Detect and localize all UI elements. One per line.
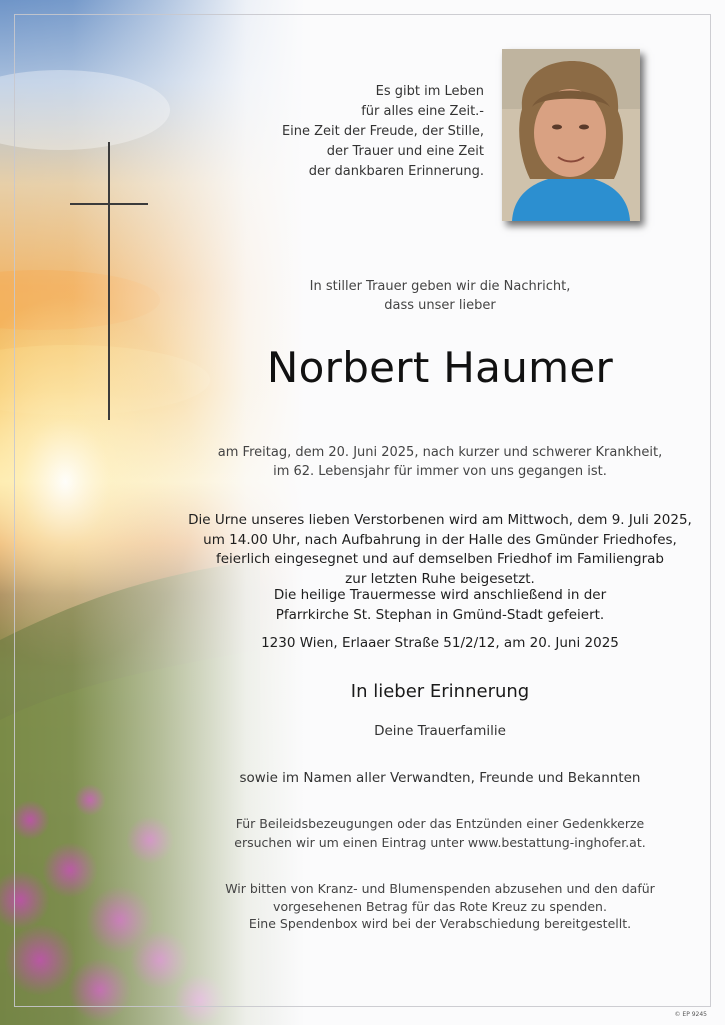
- donation-line: Wir bitten von Kranz- und Blumenspenden abzusehen und den dafür: [225, 881, 655, 896]
- death-notice: [180, 443, 700, 481]
- relatives-line: sowie im Namen aller Verwandten, Freunde und Bekannten: [239, 770, 641, 786]
- funeral-line: zur letzten Ruhe beigesetzt.: [345, 570, 535, 587]
- print-code: © EP 9245: [674, 1011, 707, 1018]
- mass-line: Die heilige Trauermesse wird anschließend in der: [273, 587, 607, 603]
- funeral-line: um 14.00 Uhr, nach Aufbahrung in der Halle des Gmünder Friedhofes,: [203, 531, 677, 548]
- quote-line: der dankbaren Erinnerung.: [308, 164, 484, 179]
- donation-line: Eine Spendenbox wird bei der Verabschiedung bereitgestellt.: [248, 916, 632, 931]
- death-line: im 62. Lebensjahr für immer von uns gegangen ist.: [273, 464, 607, 479]
- donation-line: vorgesehenen Betrag für das Rote Kreuz zu spenden.: [273, 898, 607, 914]
- memorial-heading: In lieber Erinnerung: [350, 681, 530, 702]
- condolence-line: ersuchen wir um einen Eintrag unter www.bestattung-inghofer.at.: [234, 835, 646, 850]
- funeral-line: Die Urne unseres lieben Verstorbenen wird am Mittwoch, dem 9. Juli 2025,: [188, 512, 692, 528]
- quote-line: Es gibt im Leben: [375, 84, 484, 99]
- memorial-quote: [224, 82, 484, 182]
- intro-line: dass unser lieber: [384, 298, 496, 313]
- condolence-line: Für Beileidsbezeugungen oder das Entzünden einer Gedenkkerze: [235, 816, 645, 831]
- portrait-photo: [502, 49, 640, 221]
- funeral-details: [180, 511, 700, 589]
- mass-details: [180, 586, 700, 625]
- mass-line: Pfarrkirche St. Stephan in Gmünd-Stadt gefeiert.: [275, 606, 605, 623]
- quote-line: Eine Zeit der Freude, der Stille,: [281, 124, 484, 139]
- quote-line: für alles eine Zeit.-: [361, 104, 484, 119]
- intro-line: In stiller Trauer geben wir die Nachricht,: [309, 279, 571, 294]
- death-line: am Freitag, dem 20. Juni 2025, nach kurzer und schwerer Krankheit,: [217, 445, 663, 460]
- intro-text: [180, 277, 700, 315]
- donation-note: [180, 880, 700, 933]
- deceased-name: Norbert Haumer: [266, 343, 614, 392]
- funeral-line: feierlich eingesegnet und auf demselben Friedhof im Familiengrab: [216, 551, 664, 567]
- family-signature: Deine Trauerfamilie: [374, 723, 506, 739]
- condolence-note: [180, 814, 700, 852]
- quote-line: der Trauer und eine Zeit: [326, 144, 484, 159]
- address-date: 1230 Wien, Erlaaer Straße 51/2/12, am 20. Juni 2025: [261, 635, 619, 651]
